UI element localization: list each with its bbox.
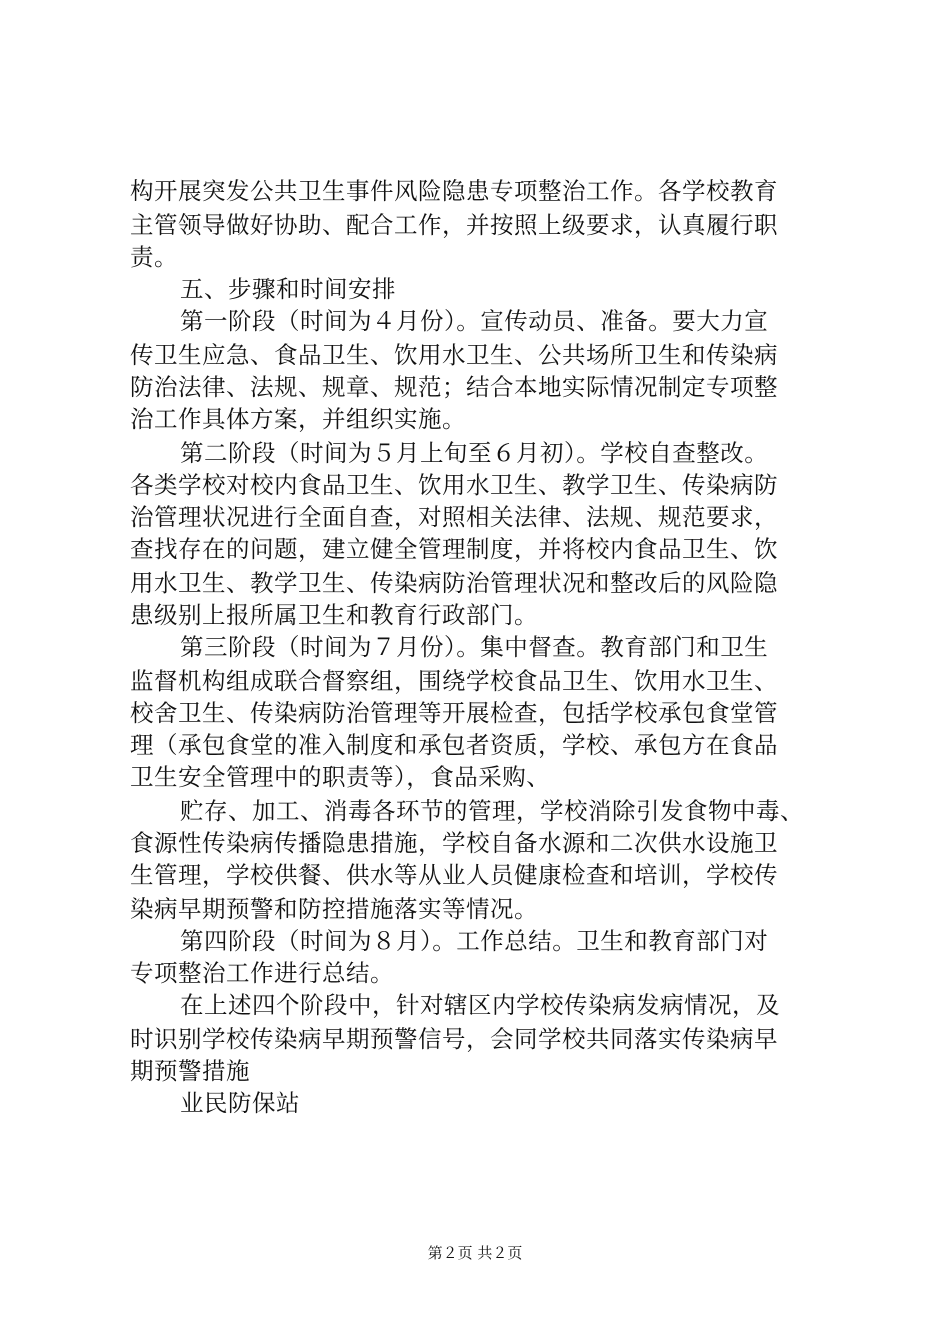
text-line: 第一阶段（时间为４月份）。宣传动员、准备。要大力宣 xyxy=(180,307,769,335)
text-line: 校舍卫生、传染病防治管理等开展检查，包括学校承包食堂管 xyxy=(130,699,778,727)
text-line: 贮存、加工、消毒各环节的管理，学校消除引发食物中毒、 xyxy=(180,797,804,825)
text-line: 食源性传染病传播隐患措施，学校自备水源和二次供水设施卫 xyxy=(130,829,778,857)
page-number-footer: 第２页 共２页 xyxy=(427,1244,523,1262)
text-line: 第二阶段（时间为５月上旬至６月初）。学校自查整改。 xyxy=(180,439,769,467)
text-line: 专项整治工作进行总结。 xyxy=(130,959,394,987)
text-line: 第三阶段（时间为７月份）。集中督查。教育部门和卫生 xyxy=(180,633,769,661)
text-line: 传卫生应急、食品卫生、饮用水卫生、公共场所卫生和传染病 xyxy=(130,341,778,369)
text-line: 主管领导做好协助、配合工作，并按照上级要求，认真履行职 xyxy=(130,211,778,239)
text-line: 各类学校对校内食品卫生、饮用水卫生、教学卫生、传染病防 xyxy=(130,471,778,499)
text-line: 治管理状况进行全面自查，对照相关法律、法规、规范要求， xyxy=(130,503,778,531)
text-line: 第四阶段（时间为８月）。工作总结。卫生和教育部门对 xyxy=(180,927,769,955)
text-line: 治工作具体方案，并组织实施。 xyxy=(130,405,466,433)
text-line: 防治法律、法规、规章、规范；结合本地实际情况制定专项整 xyxy=(130,373,778,401)
text-line: 构开展突发公共卫生事件风险隐患专项整治工作。各学校教育 xyxy=(130,177,778,205)
text-line: 生管理，学校供餐、供水等从业人员健康检查和培训，学校传 xyxy=(130,861,778,889)
text-line: 染病早期预警和防控措施落实等情况。 xyxy=(130,895,538,923)
section-heading: 五、步骤和时间安排 xyxy=(180,275,396,303)
text-line: 用水卫生、教学卫生、传染病防治管理状况和整改后的风险隐 xyxy=(130,569,778,597)
text-line: 理（承包食堂的准入制度和承包者资质，学校、承包方在食品 xyxy=(130,731,778,759)
text-line: 在上述四个阶段中，针对辖区内学校传染病发病情况，及 xyxy=(180,991,780,1019)
text-line: 卫生安全管理中的职责等），食品采购、 xyxy=(130,763,551,791)
text-line: 时识别学校传染病早期预警信号，会同学校共同落实传染病早 xyxy=(130,1025,778,1053)
text-line: 业民防保站 xyxy=(180,1089,300,1117)
text-line: 患级别上报所属卫生和教育行政部门。 xyxy=(130,601,538,629)
text-line: 责。 xyxy=(130,243,178,271)
text-line: 查找存在的问题，建立健全管理制度，并将校内食品卫生、饮 xyxy=(130,535,778,563)
text-line: 期预警措施 xyxy=(130,1057,250,1085)
text-line: 监督机构组成联合督察组，围绕学校食品卫生、饮用水卫生、 xyxy=(130,667,778,695)
